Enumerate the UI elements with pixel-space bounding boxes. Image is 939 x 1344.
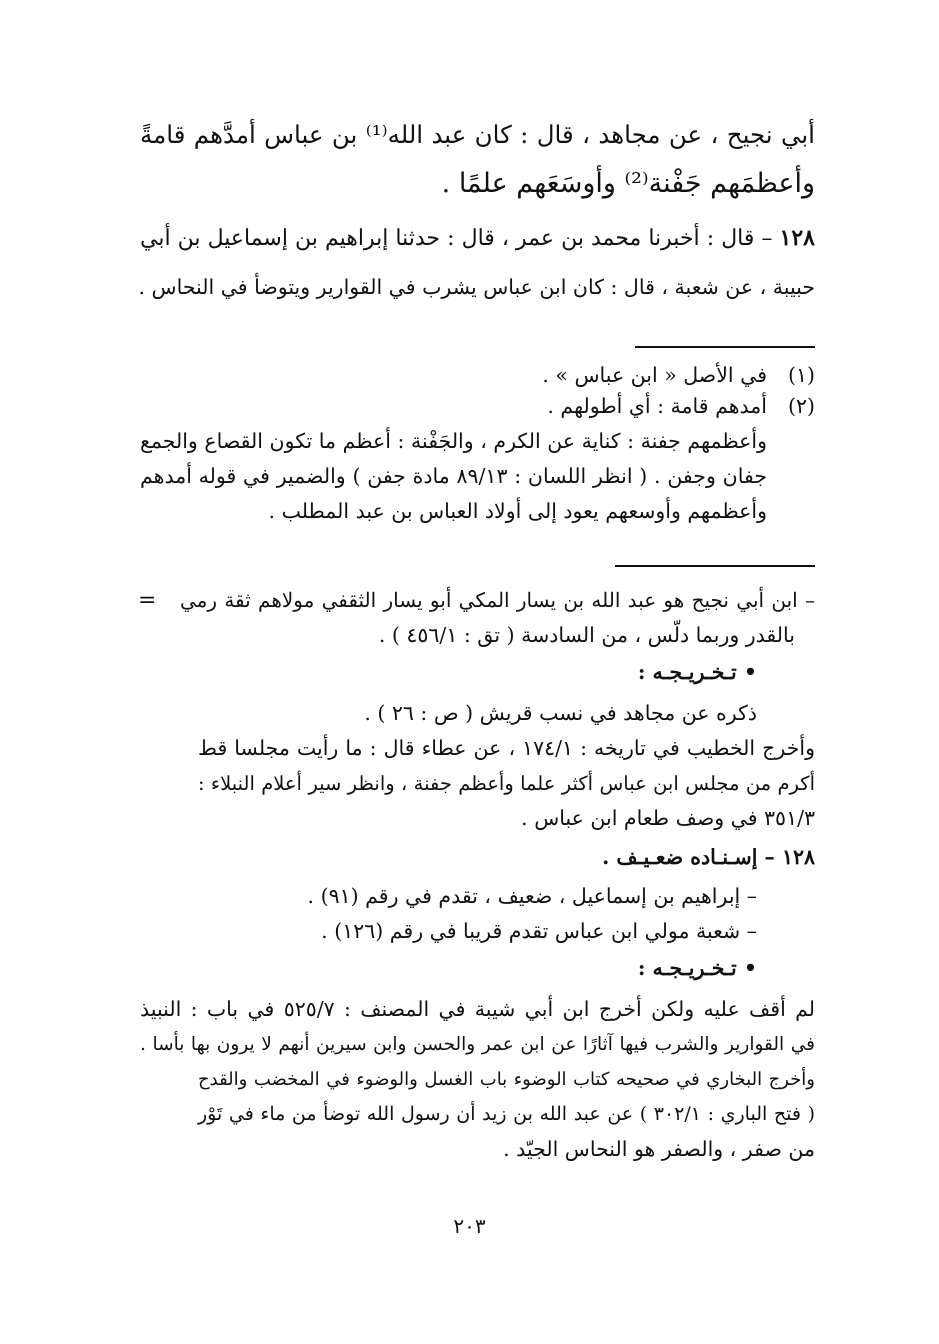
isnad-item-1: – إبراهيم بن إسماعيل ، ضعيف ، تقدم في رقم (٩١) . xyxy=(307,884,757,908)
main-text xyxy=(140,112,815,310)
isnad-heading: ١٢٨ – إسـنـاده ضعـيـف . xyxy=(602,845,815,869)
footnote-text: أمدهم قامة : أي أطولهم . xyxy=(547,394,767,418)
continuation-marker: = xyxy=(138,588,157,613)
footnote-text: في الأصل « ابن عباس » . xyxy=(542,363,767,387)
takhrij-2-line-1: لم أقف عليه ولكن أخرج ابن أبي شيبة في المصنف : ٥٢٥/٧ في باب : النبيذ xyxy=(140,997,815,1021)
commentary-separator xyxy=(615,565,815,567)
entry-128-number: ١٢٨ xyxy=(779,225,815,251)
entry-128-text-1: – قال : أخبرنا محمد بن عمر ، قال : حدثنا إبراهيم بن إسماعيل بن أبي xyxy=(140,226,773,251)
footnote-number: (٢) xyxy=(787,394,815,418)
takhrij-1-line-2: وأخرج الخطيب في تاريخه : ١٧٤/١ ، عن عطاء قال : ما رأيت مجلسا قط xyxy=(198,736,815,760)
entry-128-line-1 xyxy=(140,216,815,261)
footnote-2-cont-3: وأعظمهم وأوسعهم يعود إلى أولاد العباس بن عبد المطلب . xyxy=(268,499,767,523)
footnote-number: (١) xyxy=(787,363,815,387)
takhrij-1-body xyxy=(198,731,815,836)
main-line-2: وأعظمَهم جَفْنة⁽²⁾ وأوسَعَهم علمًا . xyxy=(441,168,815,199)
takhrij-2-line-5: من صفر ، والصفر هو النحاس الجيّد . xyxy=(503,1137,815,1161)
footnote-2-cont-1: وأعظمهم جفنة : كناية عن الكرم ، والجَفْنة : أعظم ما تكون القصاع والجمع xyxy=(140,429,767,453)
footnote-separator xyxy=(635,346,815,348)
intro-line-2: بالقدر وربما دلّس ، من السادسة ( تق : ٤٥٦/١ ) . xyxy=(378,623,795,647)
takhrij-1-line-4: ٣٥١/٣ في وصف طعام ابن عباس . xyxy=(521,806,815,830)
page-number: ٢٠٣ xyxy=(453,1214,486,1238)
takhrij-2-line-3: وأخرج البخاري في صحيحه كتاب الوضوء باب الغسل والوضوء في المخضب والقدح xyxy=(198,1069,815,1090)
takhrij-heading-2: • تـخـريـجـه : xyxy=(637,956,757,980)
document-page xyxy=(140,110,815,1167)
intro-line-1: – ابن أبي نجيح هو عبد الله بن يسار المكي أبو يسار الثقفي مولاهم ثقة رمي xyxy=(180,588,815,612)
takhrij-2-body xyxy=(140,992,815,1167)
main-line-1: أبي نجيح ، عن مجاهد ، قال : كان عبد الله⁽¹⁾ بن عباس أمدَّهم قامةً xyxy=(140,120,815,149)
commentary xyxy=(140,583,815,1167)
footnote-1 xyxy=(140,358,815,393)
takhrij-2-line-4: ( فتح الباري : ٣٠٢/١ ) عن عبد الله بن زيد أن رسول الله توضأ من ماء في تَوْر xyxy=(198,1103,815,1125)
footnote-2-cont-2: جفان وجفن . ( انظر اللسان : ٨٩/١٣ مادة جفن ) والضمير في قوله أمدهم xyxy=(140,464,767,488)
isnad-item-2: – شعبة مولي ابن عباس تقدم قريبا في رقم (١٢٦) . xyxy=(321,919,757,943)
takhrij-2-line-2: في القوارير والشرب فيها آثارًا عن ابن عمر والحسن وابن سيرين أنهم لا يرون بها بأسا . xyxy=(140,1034,815,1055)
entry-128-line-2: حبيبة ، عن شعبة ، قال : كان ابن عباس يشرب في القوارير ويتوضأ في النحاس . xyxy=(138,275,815,299)
takhrij-1-line-3: أكرم من مجلس ابن عباس أكثر علما وأعظم جفنة ، وانظر سير أعلام النبلاء : xyxy=(198,772,815,795)
footnote-2 xyxy=(140,389,815,424)
footnotes xyxy=(140,358,815,529)
takhrij-1-line-1: ذكره عن مجاهد في نسب قريش ( ص : ٢٦ ) . xyxy=(364,701,757,725)
takhrij-heading-1: • تـخـريـجـه : xyxy=(637,660,757,684)
